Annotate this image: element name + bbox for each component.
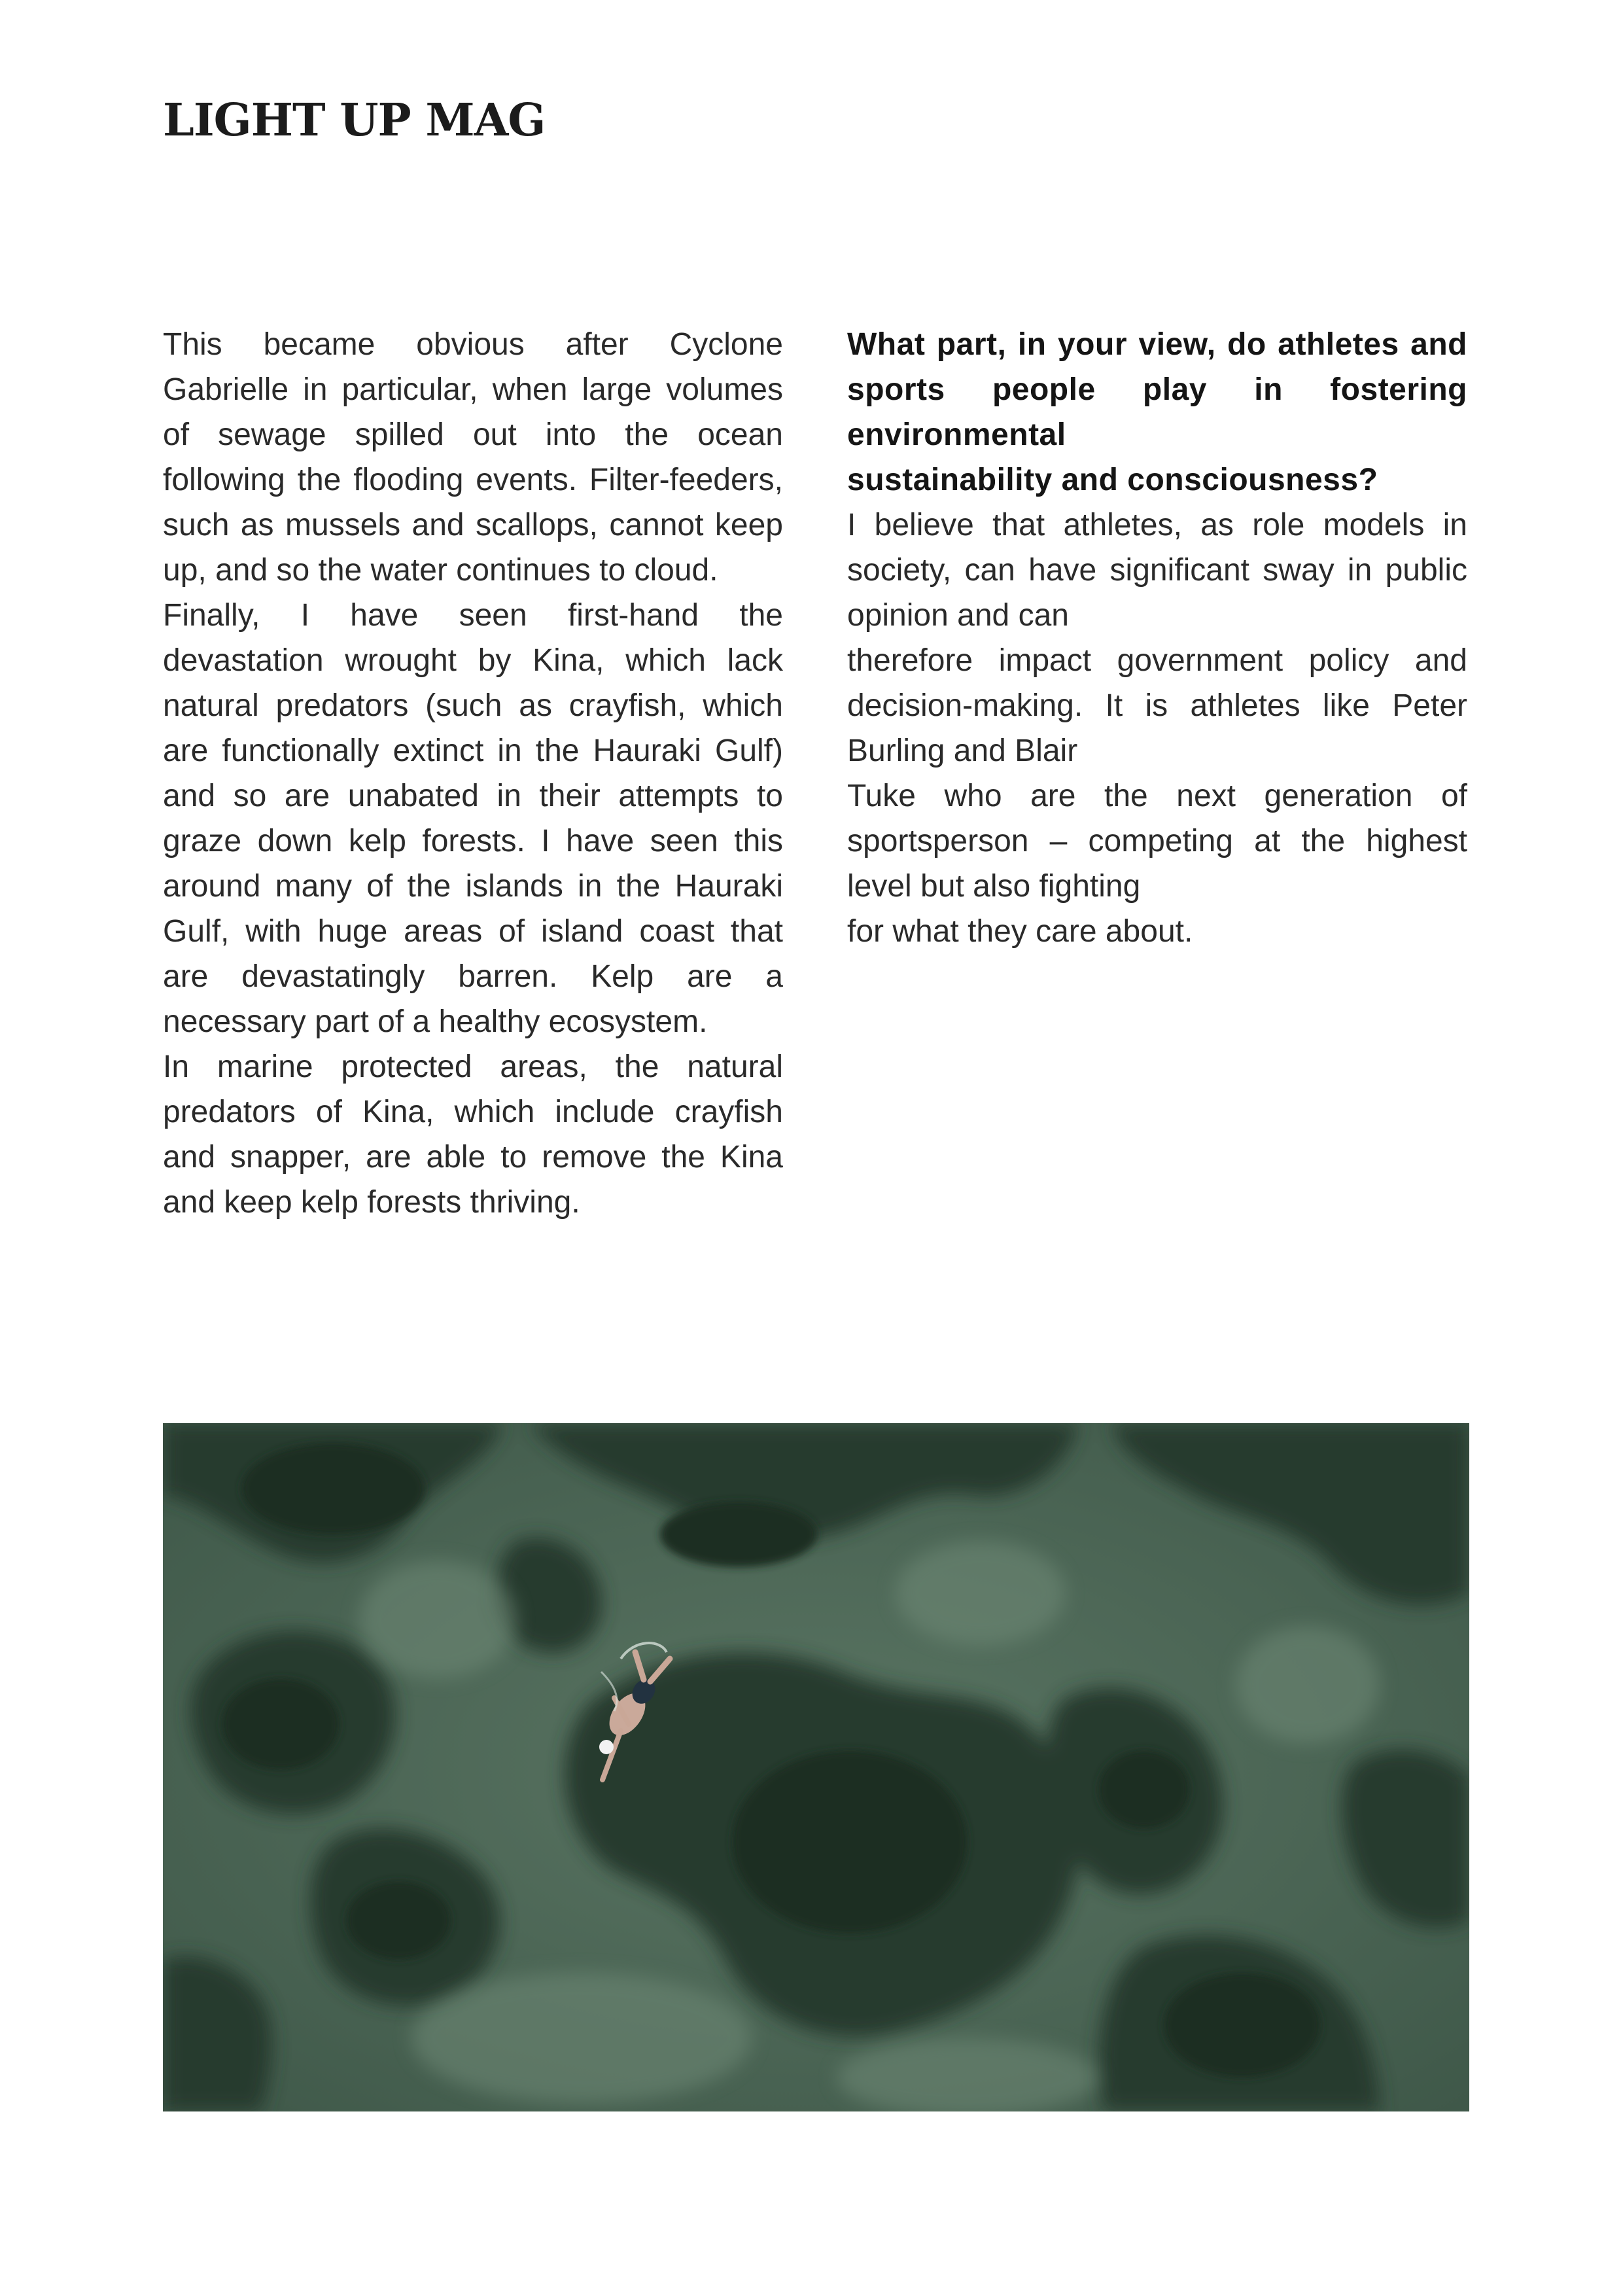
answer-line: Tuke who are the next generation of sportsperson – competing at the highest level but also fighting [847, 779, 1467, 904]
right-text-column [847, 322, 1467, 954]
interview-question [847, 322, 1467, 503]
magazine-masthead: LIGHT UP MAG [163, 94, 546, 147]
answer-line: I believe that athletes, as role models in society, can have significant sway in public opinion and can [847, 508, 1467, 633]
kelp-reef-image [163, 1423, 1469, 2111]
answer-line: for what they care about. [847, 914, 1193, 949]
question-line: What part, in your view, do athletes and sports people play in fostering environmental [847, 327, 1467, 452]
aerial-swimmer-photo [163, 1423, 1469, 2111]
question-line: sustainability and consciousness? [847, 463, 1378, 497]
body-paragraph: Finally, I have seen first-hand the devastation wrought by Kina, which lack natural predators (such as crayfish, which are functionally extinct in the Hauraki Gulf) and so are unabated in their attempts to graze down kelp forests. I have seen this around many of the islands in the Hauraki Gulf, with huge areas of island coast that are devastatingly barren. Kelp are a necessary part of a healthy ecosystem. [163, 598, 783, 1039]
left-text-column [163, 322, 783, 1225]
answer-line: therefore impact government policy and decision-making. It is athletes like Peter Burling and Blair [847, 643, 1467, 768]
body-paragraph: This became obvious after Cyclone Gabrielle in particular, when large volumes of sewage spilled out into the ocean following the flooding events. Filter-feeders, such as mussels and scallops, cannot keep up, and so the water continues to cloud. [163, 327, 783, 588]
body-paragraph: In marine protected areas, the natural predators of Kina, which include crayfish and snapper, are able to remove the Kina and keep kelp forests thriving. [163, 1050, 783, 1220]
interview-answer [847, 503, 1467, 954]
